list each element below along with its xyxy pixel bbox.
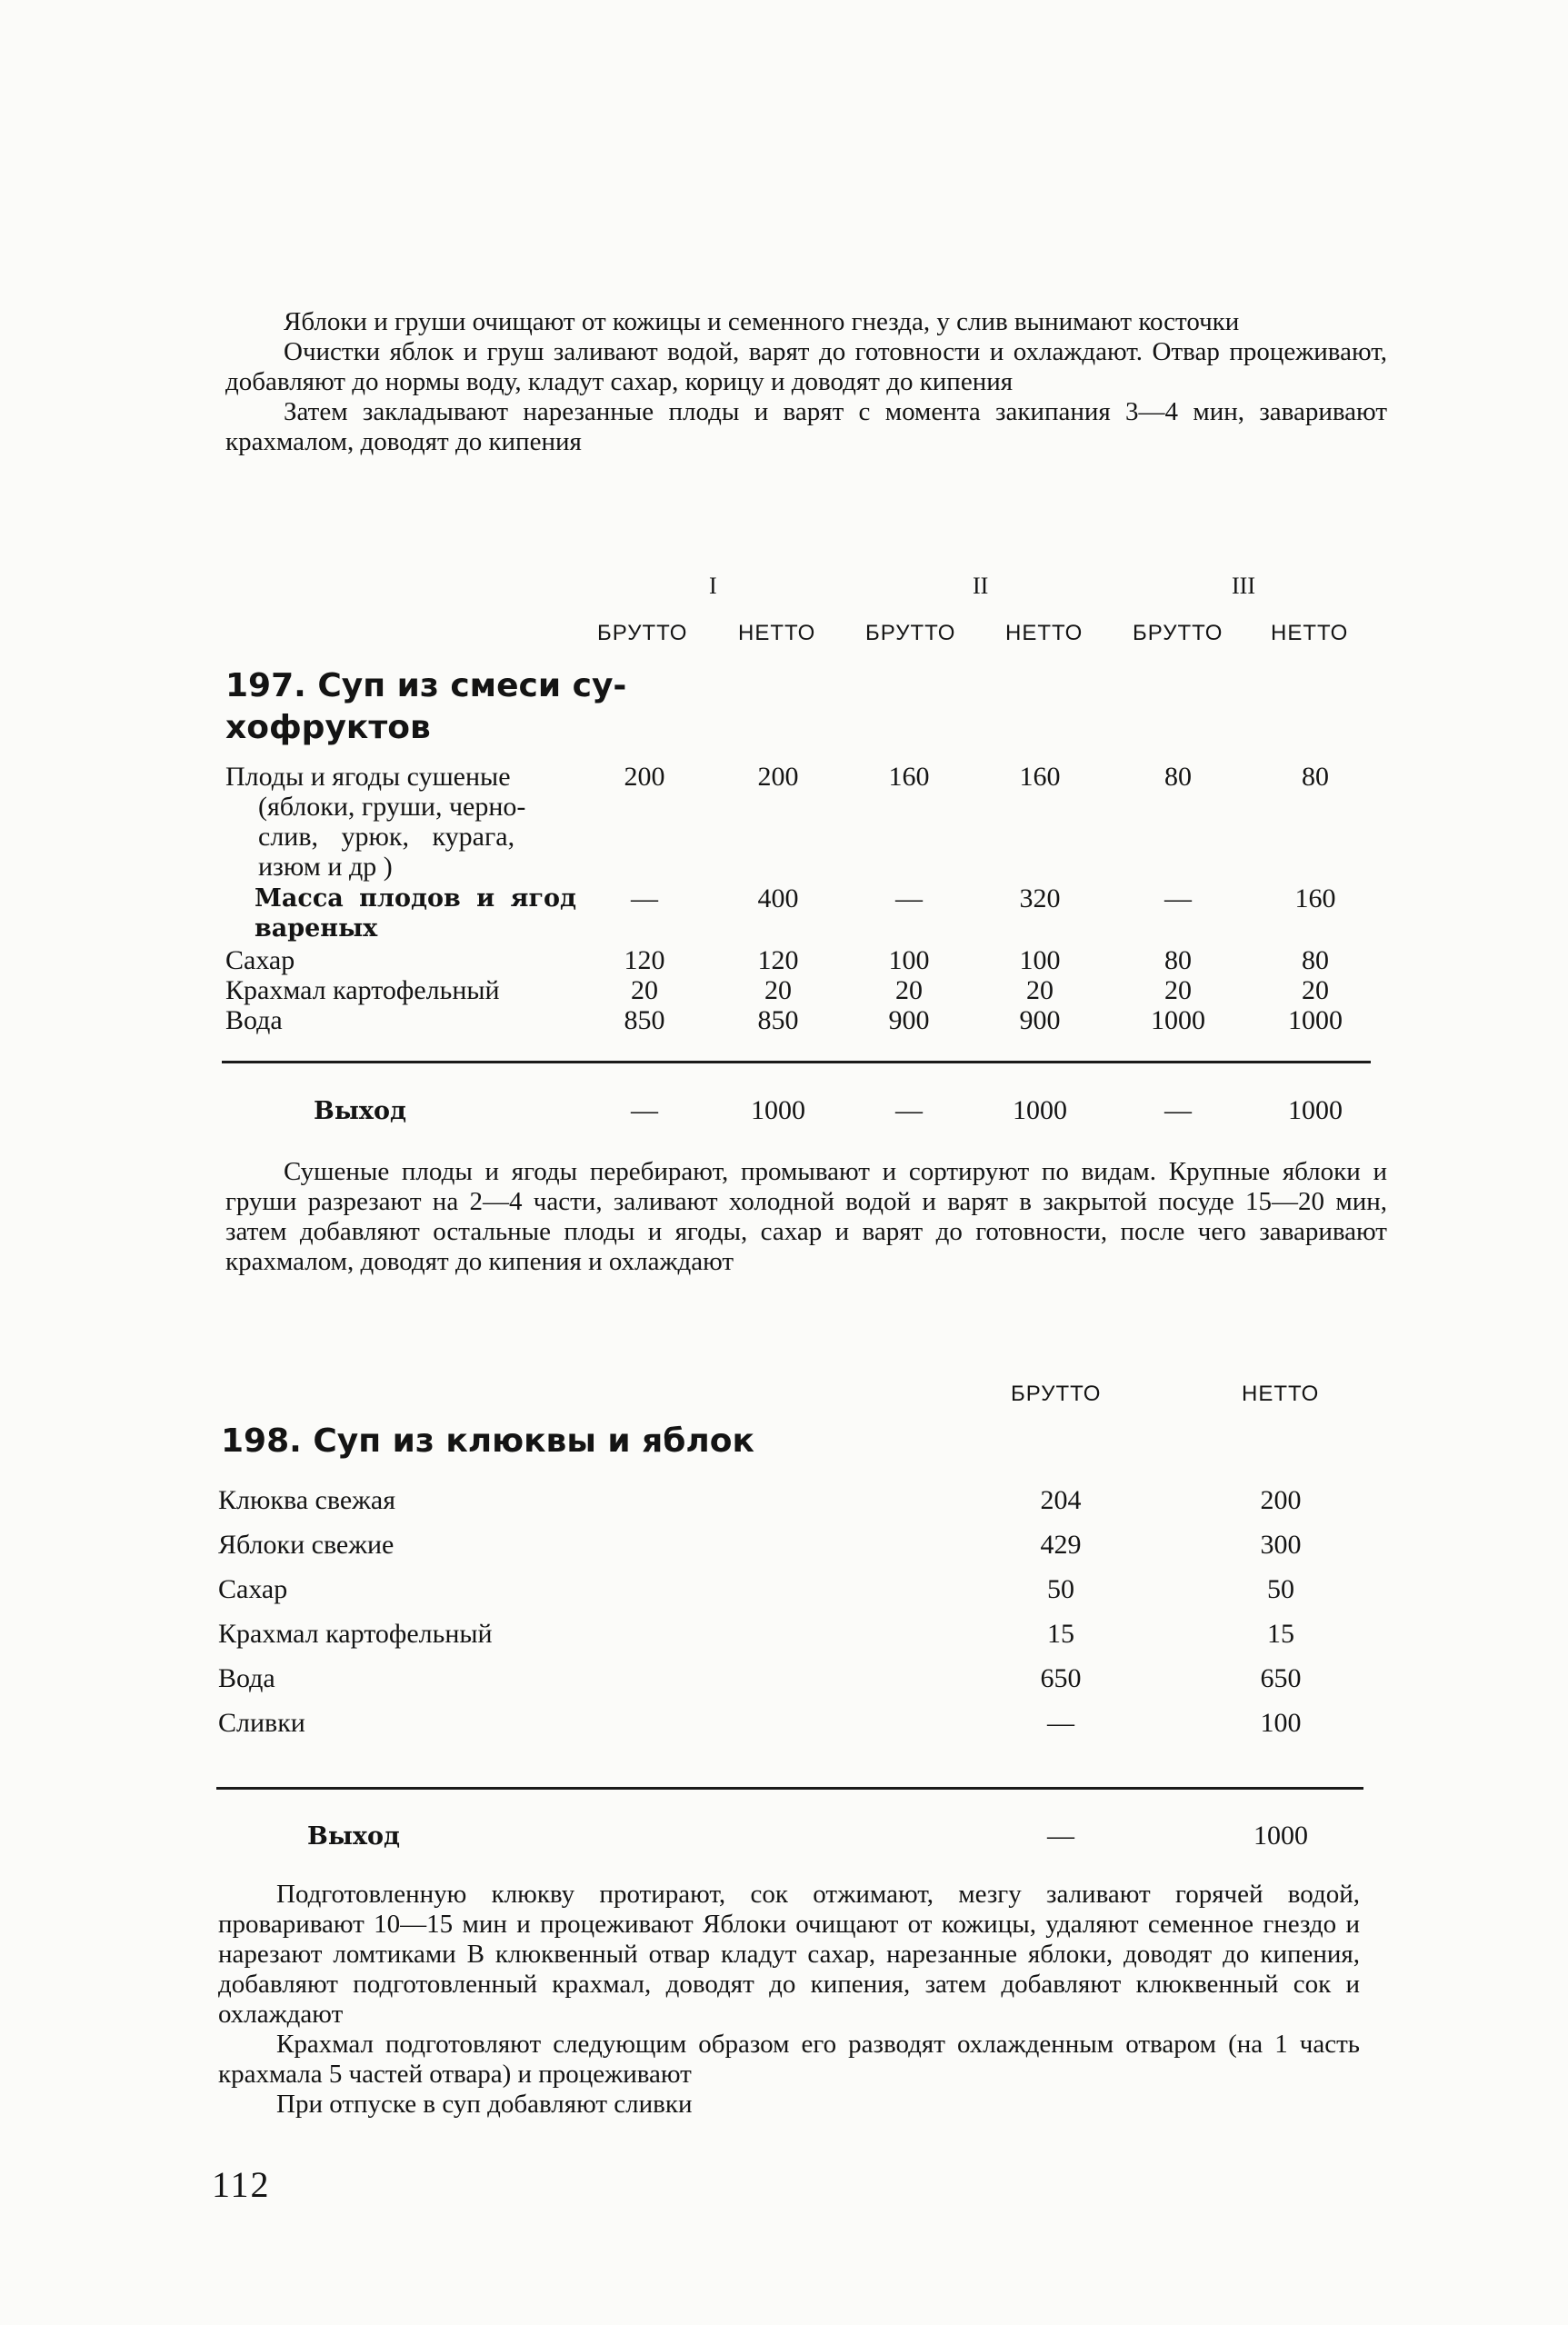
ingredient-label: Крахмал картофельный <box>225 975 500 1005</box>
cell: 320 <box>1019 883 1061 913</box>
cell: 160 <box>888 762 930 792</box>
column-header: НЕТТО <box>1005 621 1084 645</box>
intro-paragraph: Очистки яблок и груш заливают водой, варят до готовности и охлаждают. Отвар процеживают, добавляют до нормы воду, кладут сахар, корицу и доводят до кипения <box>225 337 1387 396</box>
label-line: Плоды и ягоды сушеные <box>225 762 511 792</box>
ingredient-label <box>225 762 580 882</box>
cell: 100 <box>888 945 930 975</box>
cell: 200 <box>757 762 799 792</box>
cell: 1000 <box>751 1095 805 1125</box>
cell: 80 <box>1302 762 1329 792</box>
ingredient-label: Сахар <box>218 1574 288 1604</box>
cell: 850 <box>624 1005 665 1035</box>
cell: 900 <box>1019 1005 1061 1035</box>
ingredient-label: Сахар <box>225 945 295 975</box>
column-header: НЕТТО <box>1242 1382 1320 1406</box>
ingredient-label: Сливки <box>218 1708 305 1738</box>
group-header-1: I <box>709 573 717 599</box>
cell: 15 <box>1267 1619 1294 1649</box>
cell: 20 <box>1302 975 1329 1005</box>
ingredient-label <box>255 883 582 943</box>
cell: 160 <box>1019 762 1061 792</box>
cell: — <box>631 1095 658 1125</box>
table-rule <box>222 1061 1371 1063</box>
label-line: изюм и др ) <box>258 852 393 882</box>
label-line: слив, урюк, курага, <box>258 822 515 852</box>
cell: 50 <box>1047 1574 1074 1604</box>
cell: 20 <box>764 975 792 1005</box>
instruction-paragraph: Сушеные плоды и ягоды перебирают, промывают и сортируют по видам. Крупные яблоки и груши разрезают на 2—4 части, заливают холодной водой и варят в закрытой посуде 15—20 мин, затем добавляют остальные плоды и ягоды, сахар и варят до готовности, после чего заваривают крахмалом, доводят до кипения и охлаждают <box>225 1157 1387 1276</box>
recipe-197-instructions <box>225 1157 1387 1277</box>
yield-label: Выход <box>314 1097 406 1125</box>
cell: 100 <box>1260 1708 1302 1738</box>
cell: — <box>895 1095 923 1125</box>
instruction-paragraph: При отпуске в суп добавляют сливки <box>276 2090 693 2119</box>
intro-paragraph: Затем закладывают нарезанные плоды и варят с момента закипания 3—4 мин, заваривают крахмалом, доводят до кипения <box>225 397 1387 456</box>
cell: 160 <box>1294 883 1336 913</box>
recipe-title-line: хофруктов <box>225 709 431 746</box>
ingredient-label: Крахмал картофельный <box>218 1619 493 1649</box>
cell: 1000 <box>1253 1821 1308 1851</box>
cell: — <box>1164 883 1192 913</box>
page-number: 112 <box>212 2164 271 2205</box>
cell: 200 <box>624 762 665 792</box>
cell: — <box>895 883 923 913</box>
cell: 650 <box>1040 1663 1082 1693</box>
column-header: НЕТТО <box>1271 621 1349 645</box>
cell: 20 <box>1164 975 1192 1005</box>
cell: 204 <box>1040 1485 1082 1515</box>
cell: 900 <box>888 1005 930 1035</box>
cell: 80 <box>1164 945 1192 975</box>
recipe-title-line: 197. Суп из смеси су- <box>225 667 627 704</box>
group-header-2: II <box>973 573 989 599</box>
intro-paragraph: Яблоки и груши очищают от кожицы и семенного гнезда, у слив вынимают косточки <box>284 307 1240 336</box>
ingredient-label: Вода <box>225 1005 283 1035</box>
cell: 50 <box>1267 1574 1294 1604</box>
cell: 850 <box>757 1005 799 1035</box>
intro-text <box>225 307 1387 457</box>
cell: 80 <box>1302 945 1329 975</box>
cell: — <box>1047 1821 1074 1851</box>
recipe-title <box>225 665 626 749</box>
table-rule <box>216 1787 1363 1790</box>
cell: 80 <box>1164 762 1192 792</box>
cell: — <box>631 883 658 913</box>
ingredient-label: Вода <box>218 1663 275 1693</box>
cell: 429 <box>1040 1530 1082 1560</box>
cell: 400 <box>757 883 799 913</box>
ingredient-label: Клюква свежая <box>218 1485 396 1515</box>
cell: 1000 <box>1013 1095 1067 1125</box>
label-line: Масса плодов и ягод <box>255 884 577 913</box>
cell: 120 <box>757 945 799 975</box>
cell: — <box>1164 1095 1192 1125</box>
column-header: БРУТТО <box>1133 621 1223 645</box>
group-header-3: III <box>1232 573 1255 599</box>
cell: 200 <box>1260 1485 1302 1515</box>
cell: 1000 <box>1288 1095 1343 1125</box>
instruction-paragraph: Подготовленную клюкву протирают, сок отжимают, мезгу заливают горячей водой, проваривают 10—15 мин и процеживают Яблоки очищают от кожицы, удаляют семенное гнездо и нарезают ломтиками В клюквенный отвар кладут сахар, нарезанные яблоки, доводят до кипения, добавляют подготовленный крахмал, доводят до кипения, затем добавляют клюквенный сок и охлаждают <box>218 1880 1360 2029</box>
cell: 1000 <box>1288 1005 1343 1035</box>
cell: 20 <box>631 975 658 1005</box>
recipe-title: 198. Суп из клюквы и яблок <box>221 1422 754 1460</box>
cell: 20 <box>1026 975 1054 1005</box>
instruction-paragraph: Крахмал подготовляют следующим образом его разводят охлажденным отваром (на 1 часть крахмала 5 частей отвара) и процеживают <box>218 2030 1360 2089</box>
cell: 1000 <box>1151 1005 1205 1035</box>
column-header: БРУТТО <box>597 621 688 645</box>
cell: 100 <box>1019 945 1061 975</box>
cell: 120 <box>624 945 665 975</box>
cell: 300 <box>1260 1530 1302 1560</box>
cell: 650 <box>1260 1663 1302 1693</box>
label-line: вареных <box>255 914 378 943</box>
recipe-198-instructions <box>218 1880 1360 2120</box>
column-header: БРУТТО <box>1011 1382 1102 1406</box>
cell: 15 <box>1047 1619 1074 1649</box>
cell: — <box>1047 1708 1074 1738</box>
column-header: НЕТТО <box>738 621 816 645</box>
cell: 20 <box>895 975 923 1005</box>
ingredient-label: Яблоки свежие <box>218 1530 394 1560</box>
label-line: (яблоки, груши, черно- <box>258 792 526 822</box>
yield-label: Выход <box>307 1822 400 1851</box>
column-header: БРУТТО <box>865 621 956 645</box>
